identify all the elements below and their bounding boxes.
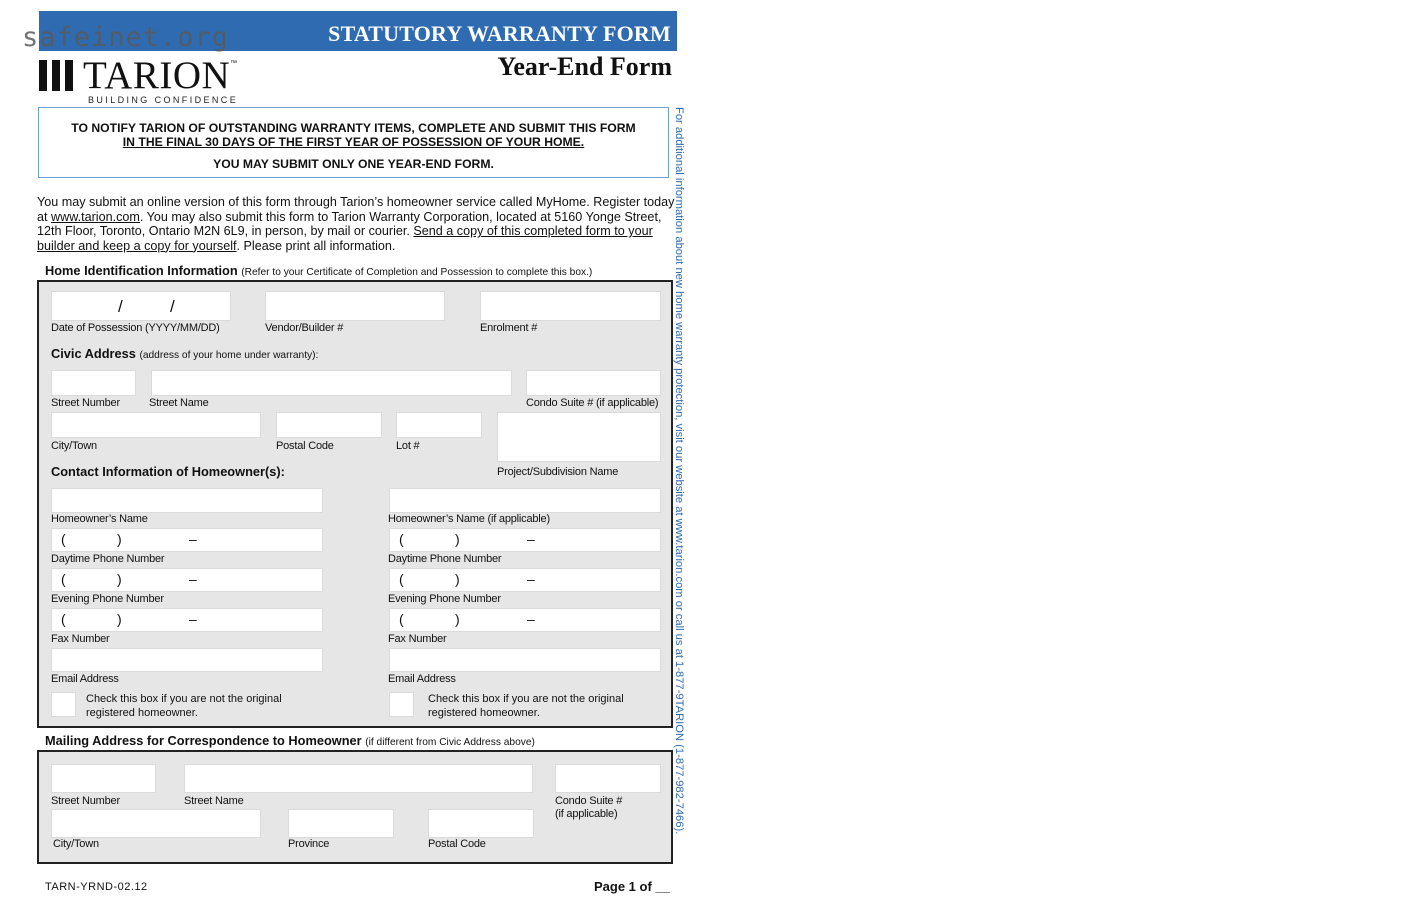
phone-paren-close: ) (455, 571, 460, 587)
contact-information-heading: Contact Information of Homeowner(s): (51, 464, 285, 479)
homeowner-name-2-label: Homeowner’s Name (if applicable) (388, 513, 550, 525)
form-subtitle: Year-End Form (497, 52, 672, 81)
mailing-condo-suite-label (555, 795, 622, 821)
city-town-label: City/Town (51, 440, 97, 452)
phone-paren-open: ( (61, 531, 66, 547)
lot-field[interactable] (396, 412, 482, 438)
street-number-field[interactable] (51, 370, 136, 396)
enrolment-label: Enrolment # (480, 322, 538, 334)
date-slash-1: / (118, 297, 123, 316)
not-original-owner-2-label (428, 692, 624, 720)
date-of-possession-label: Date of Possession (YYYY/MM/DD) (51, 322, 220, 334)
vendor-builder-label: Vendor/Builder # (265, 322, 344, 334)
tarion-website-link[interactable]: www.tarion.com (51, 209, 140, 224)
fax-number-2-field[interactable] (389, 608, 661, 632)
phone-dash: – (189, 571, 197, 587)
email-address-2-field[interactable] (389, 648, 661, 672)
daytime-phone-label: Daytime Phone Number (51, 553, 165, 565)
not-original-owner-label (86, 692, 282, 720)
intro-text-1: You may submit an online version of this form through Tarion’s homeowner service called MyHome. Register today at (37, 195, 675, 224)
project-subdivision-field[interactable] (497, 412, 661, 462)
date-of-possession-field[interactable] (51, 291, 231, 321)
email-address-label: Email Address (51, 673, 119, 685)
checkbox-text-line-1: Check this box if you are not the original (428, 693, 624, 705)
condo-suite-label: Condo Suite # (if applicable) (526, 397, 659, 409)
civic-address-title: Civic Address (51, 346, 136, 361)
checkbox-text-line-2: registered homeowner. (428, 707, 540, 719)
phone-paren-open: ( (399, 611, 404, 627)
mailing-postal-code-field[interactable] (428, 809, 534, 838)
mailing-province-label: Province (288, 838, 330, 850)
intro-paragraph (37, 195, 685, 253)
not-original-owner-checkbox[interactable] (51, 692, 76, 717)
fax-number-field[interactable] (51, 608, 323, 632)
date-slash-2: / (170, 297, 175, 316)
mailing-address-note: (if different from Civic Address above) (365, 737, 535, 748)
street-number-label: Street Number (51, 397, 120, 409)
phone-dash: – (527, 611, 535, 627)
phone-paren-open: ( (61, 611, 66, 627)
home-identification-note: (Refer to your Certificate of Completion and Possession to complete this box.) (241, 267, 593, 278)
mailing-condo-suite-field[interactable] (555, 764, 661, 793)
mailing-address-heading (45, 733, 535, 748)
enrolment-field[interactable] (480, 291, 661, 321)
mailing-postal-code-label: Postal Code (428, 838, 486, 850)
postal-code-label: Postal Code (276, 440, 334, 452)
fax-number-2-label: Fax Number (388, 633, 447, 645)
phone-paren-open: ( (399, 571, 404, 587)
evening-phone-field[interactable] (51, 568, 323, 592)
not-original-owner-2-checkbox[interactable] (389, 692, 414, 717)
notice-line-3: YOU MAY SUBMIT ONLY ONE YEAR-END FORM. (213, 157, 494, 171)
notice-line-1: TO NOTIFY TARION OF OUTSTANDING WARRANTY ITEMS, COMPLETE AND SUBMIT THIS FORM (71, 121, 636, 135)
mailing-address-title: Mailing Address for Correspondence to Homeowner (45, 733, 362, 748)
home-identification-title: Home Identification Information (45, 263, 238, 278)
homeowner-name-2-field[interactable] (389, 488, 661, 513)
intro-underlined-text: Send a copy of this completed form to your builder and keep a copy for yourself (37, 224, 653, 253)
mailing-street-name-label: Street Name (184, 795, 244, 807)
vendor-builder-field[interactable] (265, 291, 445, 321)
intro-text-2: . You may also submit this form to Tarion Warranty Corporation, located at 5160 Yonge Street, 12th Floor, Toronto, Ontario M2N 6L9, in person, by mail or courier. (37, 209, 662, 239)
form-code: TARN-YRND-02.12 (45, 881, 148, 893)
intro-text-3: . Please print all information. (236, 238, 396, 253)
street-name-field[interactable] (151, 370, 512, 396)
notice-box (38, 107, 669, 178)
watermark-text: safeinet.org (22, 22, 230, 53)
phone-paren-open: ( (399, 531, 404, 547)
mailing-city-field[interactable] (51, 809, 261, 838)
lot-label: Lot # (396, 440, 420, 452)
mailing-street-number-label: Street Number (51, 795, 120, 807)
page-number: Page 1 of __ (594, 879, 670, 894)
evening-phone-2-label: Evening Phone Number (388, 593, 501, 605)
side-info-text: For additional information about new home warranty protection, visit our website at www.tarion.com or call us at 1-877-9TARION (1-877-982-7466). (673, 107, 685, 835)
condo-suite-field[interactable] (526, 370, 661, 396)
evening-phone-2-field[interactable] (389, 568, 661, 592)
civic-address-heading (51, 346, 318, 361)
tarion-logo-wordmark: TARION (83, 54, 231, 97)
logo-tagline: BUILDING CONFIDENCE (88, 95, 239, 105)
phone-dash: – (527, 531, 535, 547)
civic-address-note: (address of your home under warranty): (139, 350, 319, 361)
phone-dash: – (189, 531, 197, 547)
homeowner-name-field[interactable] (51, 488, 323, 513)
logo-trademark: ™ (230, 60, 237, 67)
phone-paren-close: ) (117, 571, 122, 587)
mailing-city-label: City/Town (53, 838, 99, 850)
mailing-street-name-field[interactable] (184, 764, 533, 793)
form-title: STATUTORY WARRANTY FORM (328, 21, 671, 46)
street-name-label: Street Name (149, 397, 209, 409)
phone-paren-close: ) (455, 611, 460, 627)
home-identification-heading (45, 263, 592, 278)
daytime-phone-2-field[interactable] (389, 528, 661, 552)
checkbox-text-line-2: registered homeowner. (86, 707, 198, 719)
daytime-phone-field[interactable] (51, 528, 323, 552)
fax-number-label: Fax Number (51, 633, 110, 645)
phone-paren-open: ( (61, 571, 66, 587)
phone-paren-close: ) (455, 531, 460, 547)
phone-dash: – (527, 571, 535, 587)
city-town-field[interactable] (51, 412, 261, 438)
mailing-condo-label-line-1: Condo Suite # (555, 795, 623, 807)
daytime-phone-2-label: Daytime Phone Number (388, 553, 502, 565)
home-identification-panel (37, 280, 673, 728)
side-info-note (673, 107, 699, 835)
evening-phone-label: Evening Phone Number (51, 593, 164, 605)
postal-code-field[interactable] (276, 412, 382, 438)
phone-paren-close: ) (117, 531, 122, 547)
mailing-street-number-field[interactable] (51, 764, 156, 793)
email-address-2-label: Email Address (388, 673, 456, 685)
mailing-address-panel (37, 750, 673, 864)
email-address-field[interactable] (51, 648, 323, 672)
notice-line-2: IN THE FINAL 30 DAYS OF THE FIRST YEAR OF POSSESSION OF YOUR HOME. (122, 135, 585, 149)
project-subdivision-label: Project/Subdivision Name (497, 466, 619, 478)
phone-paren-close: ) (117, 611, 122, 627)
checkbox-text-line-1: Check this box if you are not the original (86, 693, 282, 705)
homeowner-name-label: Homeowner’s Name (51, 513, 148, 525)
tarion-logo-mark-icon (39, 60, 73, 91)
phone-dash: – (189, 611, 197, 627)
mailing-condo-label-line-2: (if applicable) (555, 808, 618, 820)
mailing-province-field[interactable] (288, 809, 394, 838)
